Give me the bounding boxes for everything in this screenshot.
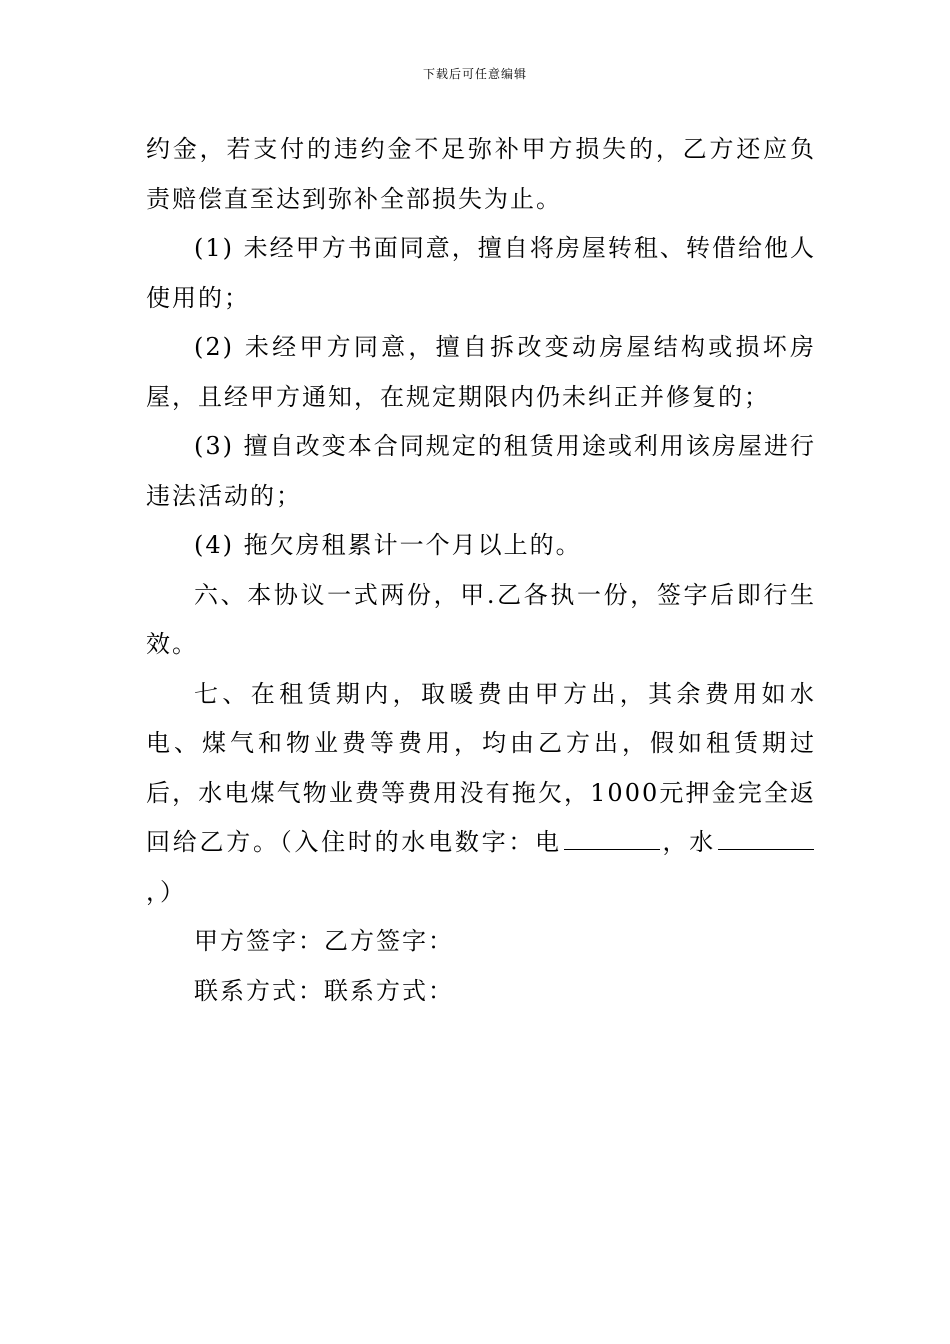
clause-item-1: (1) 未经甲方书面同意，擅自将房屋转租、转借给他人使用的； [146,234,816,312]
article-six: 六、本协议一式两份，甲.乙各执一份，签字后即行生效。 [146,580,816,658]
clause-item-3: (3) 擅自改变本合同规定的租赁用途或利用该房屋进行违法活动的； [146,432,816,510]
electricity-reading-blank [564,819,660,850]
clause-item-4: (4) 拖欠房租累计一个月以上的。 [194,531,582,559]
signature-line: 甲方签字：乙方签字： [194,927,454,955]
page-header: 下载后可任意编辑 [422,67,527,81]
meter-note-close: ，） [146,877,186,906]
article-seven-text: 七、在租赁期内，取暖费由甲方出，其余费用如水电、煤气和物业费等费用，均由乙方出，假如租赁期过后，水电煤气物业费等费用没有拖欠，1000元押金完全返回给乙方。 [146,679,816,856]
clause-item-2: (2) 未经甲方同意，擅自拆改变动房屋结构或损坏房屋，且经甲方通知，在规定期限内仍未纠正并修复的； [146,333,816,411]
water-reading-blank [718,819,814,850]
contact-line: 联系方式：联系方式： [194,976,454,1005]
paragraph-penalty-continued: 约金，若支付的违约金不足弥补甲方损失的，乙方还应负责赔偿直至达到弥补全部损失为止。 [146,135,816,213]
meter-note-open: （入住时的水电数字：电 [279,828,562,856]
meter-note-mid: ，水 [661,828,717,856]
document-body [146,125,816,1016]
article-seven [146,670,816,918]
